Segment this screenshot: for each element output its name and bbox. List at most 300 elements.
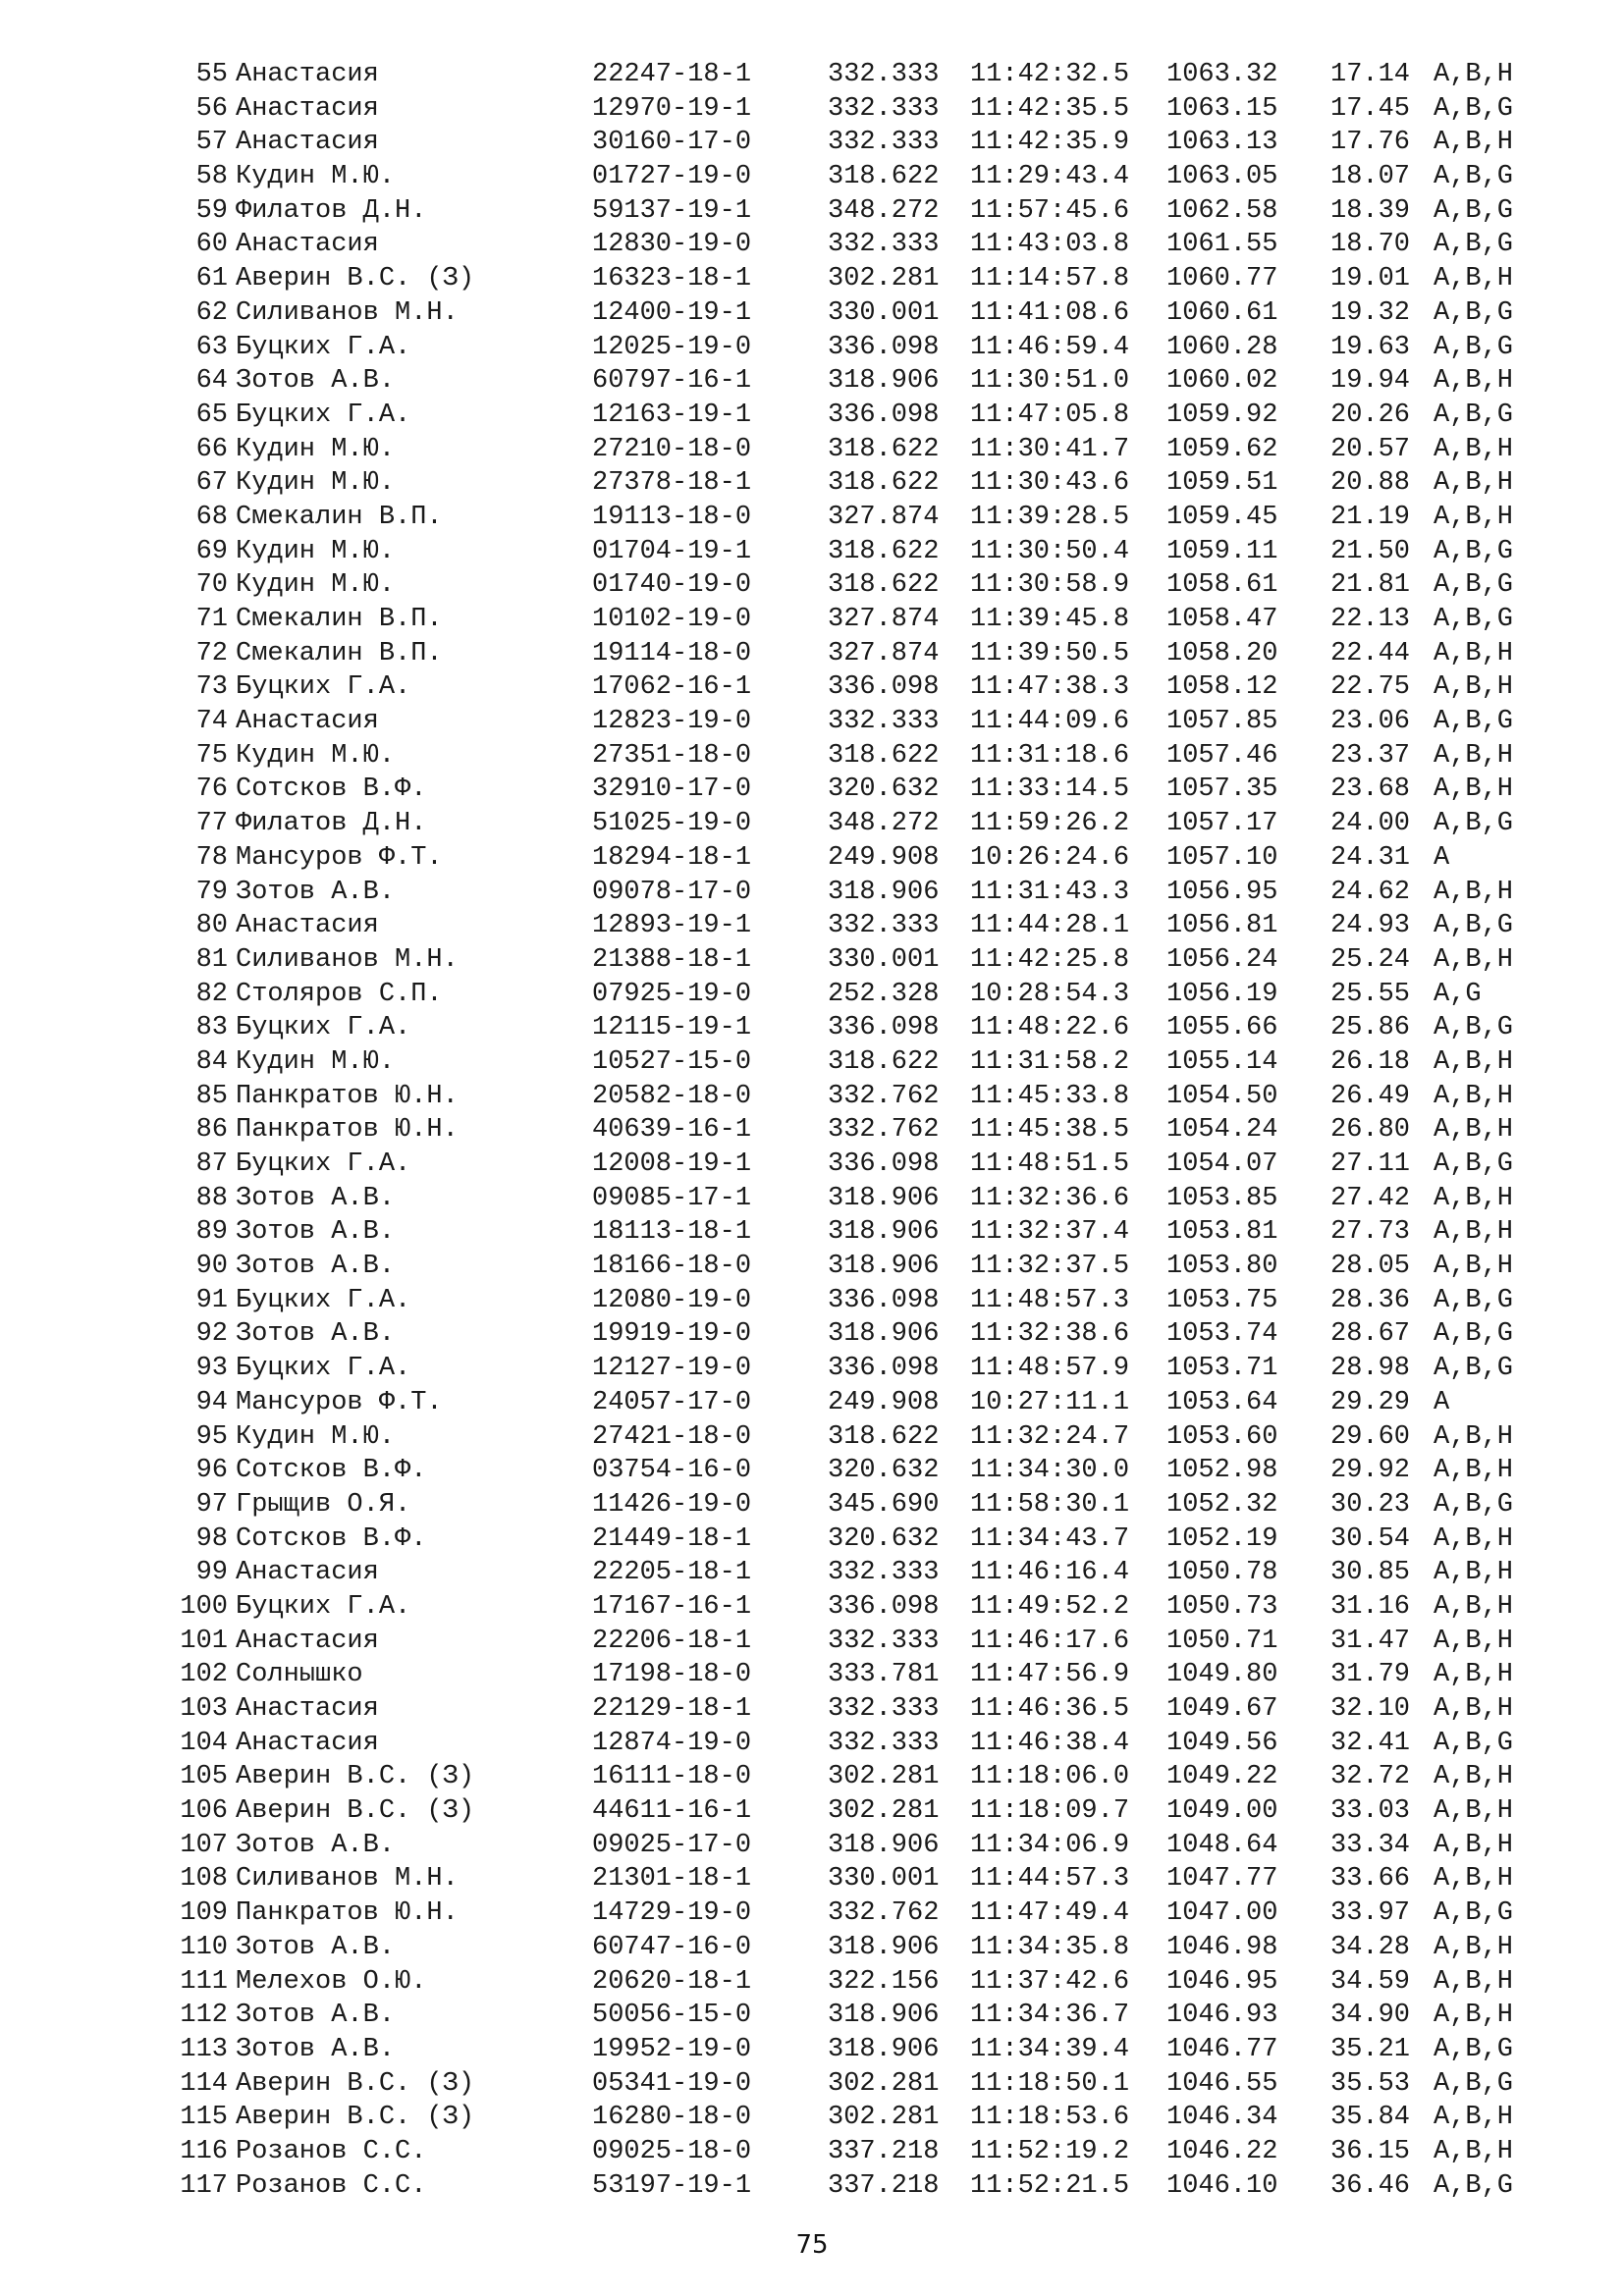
place-cell: 95 bbox=[195, 1421, 228, 1452]
fancier-name-cell: Анастасия bbox=[236, 60, 379, 89]
fancier-name-cell: Кудин М.Ю. bbox=[236, 740, 396, 771]
points-cell: 27.42 bbox=[1330, 1183, 1411, 1213]
groups-cell: A,B,H bbox=[1434, 1456, 1514, 1486]
place-cell: 87 bbox=[195, 1149, 228, 1179]
distance-cell: 332.333 bbox=[828, 1694, 940, 1724]
points-cell: 33.34 bbox=[1330, 1830, 1411, 1860]
table-row bbox=[157, 1011, 1527, 1045]
table-row bbox=[157, 126, 1527, 160]
table-row bbox=[157, 331, 1527, 365]
arrival-time-cell: 11:34:35.8 bbox=[970, 1932, 1130, 1962]
arrival-time-cell: 11:32:36.6 bbox=[970, 1183, 1130, 1213]
speed-cell: 1063.05 bbox=[1166, 162, 1278, 192]
place-cell: 97 bbox=[195, 1489, 228, 1520]
points-cell: 17.45 bbox=[1330, 93, 1411, 124]
place-cell: 67 bbox=[195, 468, 228, 499]
points-cell: 20.57 bbox=[1330, 434, 1411, 464]
groups-cell: A,B,H bbox=[1434, 60, 1514, 89]
groups-cell: A,B,G bbox=[1434, 1728, 1514, 1758]
speed-cell: 1060.61 bbox=[1166, 297, 1278, 328]
table-row bbox=[157, 1215, 1527, 1250]
distance-cell: 318.906 bbox=[828, 1319, 940, 1350]
ring-number-cell: 09078-17-0 bbox=[592, 877, 752, 907]
groups-cell: A,B,H bbox=[1434, 672, 1514, 703]
distance-cell: 318.906 bbox=[828, 1183, 940, 1213]
fancier-name-cell: Аверин В.С. (З) bbox=[236, 2068, 475, 2099]
table-row bbox=[157, 1692, 1527, 1727]
arrival-time-cell: 11:31:43.3 bbox=[970, 877, 1130, 907]
ring-number-cell: 14729-19-0 bbox=[592, 1898, 752, 1929]
table-row bbox=[157, 433, 1527, 467]
ring-number-cell: 30160-17-0 bbox=[592, 128, 752, 158]
fancier-name-cell: Анастасия bbox=[236, 93, 379, 124]
speed-cell: 1049.22 bbox=[1166, 1762, 1278, 1792]
fancier-name-cell: Кудин М.Ю. bbox=[236, 162, 396, 192]
distance-cell: 318.622 bbox=[828, 162, 940, 192]
groups-cell: A,B,G bbox=[1434, 536, 1514, 566]
table-row bbox=[157, 364, 1527, 399]
table-row bbox=[157, 262, 1527, 296]
place-cell: 72 bbox=[195, 638, 228, 668]
groups-cell: A,B,G bbox=[1434, 2034, 1514, 2064]
arrival-time-cell: 11:49:52.2 bbox=[970, 1591, 1130, 1622]
speed-cell: 1053.75 bbox=[1166, 1285, 1278, 1315]
groups-cell: A,B,H bbox=[1434, 1864, 1514, 1895]
fancier-name-cell: Анастасия bbox=[236, 707, 379, 737]
fancier-name-cell: Филатов Д.Н. bbox=[236, 809, 427, 839]
table-row bbox=[157, 1386, 1527, 1420]
fancier-name-cell: Анастасия bbox=[236, 1558, 379, 1588]
points-cell: 36.15 bbox=[1330, 2136, 1411, 2166]
ring-number-cell: 59137-19-1 bbox=[592, 195, 752, 226]
points-cell: 24.62 bbox=[1330, 877, 1411, 907]
points-cell: 20.88 bbox=[1330, 468, 1411, 499]
groups-cell: A,B,H bbox=[1434, 1796, 1514, 1827]
groups-cell: A,B,H bbox=[1434, 944, 1514, 975]
groups-cell: A bbox=[1434, 1387, 1450, 1417]
arrival-time-cell: 11:57:45.6 bbox=[970, 195, 1130, 226]
ring-number-cell: 20620-18-1 bbox=[592, 1966, 752, 1997]
place-cell: 64 bbox=[195, 366, 228, 397]
place-cell: 81 bbox=[195, 944, 228, 975]
points-cell: 19.01 bbox=[1330, 264, 1411, 294]
fancier-name-cell: Аверин В.С. (З) bbox=[236, 1796, 475, 1827]
arrival-time-cell: 10:28:54.3 bbox=[970, 979, 1130, 1009]
fancier-name-cell: Столяров С.П. bbox=[236, 979, 443, 1009]
table-row bbox=[157, 2033, 1527, 2067]
groups-cell: A,B,H bbox=[1434, 1932, 1514, 1962]
ring-number-cell: 18294-18-1 bbox=[592, 842, 752, 873]
distance-cell: 332.762 bbox=[828, 1115, 940, 1146]
points-cell: 30.23 bbox=[1330, 1489, 1411, 1520]
ring-number-cell: 19919-19-0 bbox=[592, 1319, 752, 1350]
groups-cell: A,B,H bbox=[1434, 877, 1514, 907]
speed-cell: 1056.19 bbox=[1166, 979, 1278, 1009]
points-cell: 31.16 bbox=[1330, 1591, 1411, 1622]
ring-number-cell: 22129-18-1 bbox=[592, 1694, 752, 1724]
groups-cell: A,B,H bbox=[1434, 1626, 1514, 1656]
distance-cell: 318.906 bbox=[828, 2034, 940, 2064]
arrival-time-cell: 11:46:59.4 bbox=[970, 332, 1130, 362]
arrival-time-cell: 11:34:36.7 bbox=[970, 2001, 1130, 2031]
arrival-time-cell: 11:37:42.6 bbox=[970, 1966, 1130, 1997]
ring-number-cell: 12127-19-0 bbox=[592, 1354, 752, 1384]
groups-cell: A,B,H bbox=[1434, 128, 1514, 158]
arrival-time-cell: 11:34:43.7 bbox=[970, 1523, 1130, 1554]
groups-cell: A bbox=[1434, 842, 1450, 873]
ring-number-cell: 03754-16-0 bbox=[592, 1456, 752, 1486]
groups-cell: A,B,G bbox=[1434, 1489, 1514, 1520]
table-row bbox=[157, 296, 1527, 331]
distance-cell: 337.218 bbox=[828, 2170, 940, 2201]
arrival-time-cell: 11:34:30.0 bbox=[970, 1456, 1130, 1486]
place-cell: 100 bbox=[180, 1591, 228, 1622]
ring-number-cell: 22247-18-1 bbox=[592, 60, 752, 89]
arrival-time-cell: 11:47:38.3 bbox=[970, 672, 1130, 703]
points-cell: 31.47 bbox=[1330, 1626, 1411, 1656]
fancier-name-cell: Панкратов Ю.Н. bbox=[236, 1081, 459, 1111]
ring-number-cell: 16280-18-0 bbox=[592, 2103, 752, 2133]
place-cell: 84 bbox=[195, 1046, 228, 1077]
place-cell: 110 bbox=[180, 1932, 228, 1962]
place-cell: 99 bbox=[195, 1558, 228, 1588]
distance-cell: 318.622 bbox=[828, 1421, 940, 1452]
speed-cell: 1058.20 bbox=[1166, 638, 1278, 668]
fancier-name-cell: Кудин М.Ю. bbox=[236, 434, 396, 464]
arrival-time-cell: 11:31:58.2 bbox=[970, 1046, 1130, 1077]
speed-cell: 1053.85 bbox=[1166, 1183, 1278, 1213]
table-row bbox=[157, 466, 1527, 501]
table-row bbox=[157, 501, 1527, 535]
speed-cell: 1060.77 bbox=[1166, 264, 1278, 294]
table-row bbox=[157, 568, 1527, 603]
table-row bbox=[157, 1965, 1527, 2000]
table-row bbox=[157, 1931, 1527, 1965]
results-table bbox=[157, 58, 1527, 2203]
points-cell: 18.07 bbox=[1330, 162, 1411, 192]
ring-number-cell: 09025-17-0 bbox=[592, 1830, 752, 1860]
arrival-time-cell: 11:59:26.2 bbox=[970, 809, 1130, 839]
points-cell: 32.41 bbox=[1330, 1728, 1411, 1758]
speed-cell: 1047.00 bbox=[1166, 1898, 1278, 1929]
place-cell: 66 bbox=[195, 434, 228, 464]
distance-cell: 348.272 bbox=[828, 809, 940, 839]
fancier-name-cell: Филатов Д.Н. bbox=[236, 195, 427, 226]
table-row bbox=[157, 1284, 1527, 1318]
ring-number-cell: 60747-16-0 bbox=[592, 1932, 752, 1962]
groups-cell: A,B,H bbox=[1434, 1217, 1514, 1248]
place-cell: 96 bbox=[195, 1456, 228, 1486]
table-row bbox=[157, 1760, 1527, 1794]
distance-cell: 249.908 bbox=[828, 842, 940, 873]
ring-number-cell: 21301-18-1 bbox=[592, 1864, 752, 1895]
arrival-time-cell: 11:42:25.8 bbox=[970, 944, 1130, 975]
place-cell: 75 bbox=[195, 740, 228, 771]
fancier-name-cell: Буцких Г.А. bbox=[236, 1013, 411, 1043]
groups-cell: A,B,G bbox=[1434, 1013, 1514, 1043]
place-cell: 90 bbox=[195, 1252, 228, 1282]
points-cell: 20.26 bbox=[1330, 400, 1411, 430]
arrival-time-cell: 11:48:57.3 bbox=[970, 1285, 1130, 1315]
fancier-name-cell: Смекалин В.П. bbox=[236, 605, 443, 634]
fancier-name-cell: Сотсков В.Ф. bbox=[236, 1456, 427, 1486]
distance-cell: 333.781 bbox=[828, 1660, 940, 1690]
arrival-time-cell: 11:42:35.5 bbox=[970, 93, 1130, 124]
speed-cell: 1062.58 bbox=[1166, 195, 1278, 226]
points-cell: 18.39 bbox=[1330, 195, 1411, 226]
distance-cell: 318.622 bbox=[828, 740, 940, 771]
points-cell: 29.60 bbox=[1330, 1421, 1411, 1452]
ring-number-cell: 60797-16-1 bbox=[592, 366, 752, 397]
fancier-name-cell: Буцких Г.А. bbox=[236, 400, 411, 430]
groups-cell: A,B,G bbox=[1434, 2170, 1514, 2201]
arrival-time-cell: 11:52:21.5 bbox=[970, 2170, 1130, 2201]
arrival-time-cell: 11:30:58.9 bbox=[970, 570, 1130, 601]
groups-cell: A,B,G bbox=[1434, 707, 1514, 737]
fancier-name-cell: Анастасия bbox=[236, 1626, 379, 1656]
speed-cell: 1057.46 bbox=[1166, 740, 1278, 771]
fancier-name-cell: Зотов А.В. bbox=[236, 1217, 396, 1248]
ring-number-cell: 09085-17-1 bbox=[592, 1183, 752, 1213]
groups-cell: A,B,H bbox=[1434, 1421, 1514, 1452]
place-cell: 108 bbox=[180, 1864, 228, 1895]
speed-cell: 1056.95 bbox=[1166, 877, 1278, 907]
points-cell: 33.66 bbox=[1330, 1864, 1411, 1895]
distance-cell: 327.874 bbox=[828, 638, 940, 668]
arrival-time-cell: 11:52:19.2 bbox=[970, 2136, 1130, 2166]
ring-number-cell: 01740-19-0 bbox=[592, 570, 752, 601]
speed-cell: 1046.22 bbox=[1166, 2136, 1278, 2166]
speed-cell: 1059.45 bbox=[1166, 502, 1278, 532]
fancier-name-cell: Буцких Г.А. bbox=[236, 1354, 411, 1384]
table-row bbox=[157, 1556, 1527, 1590]
table-row bbox=[157, 92, 1527, 127]
distance-cell: 318.622 bbox=[828, 434, 940, 464]
arrival-time-cell: 11:30:51.0 bbox=[970, 366, 1130, 397]
groups-cell: A,B,G bbox=[1434, 911, 1514, 941]
ring-number-cell: 12830-19-0 bbox=[592, 230, 752, 260]
groups-cell: A,G bbox=[1434, 979, 1482, 1009]
groups-cell: A,B,H bbox=[1434, 774, 1514, 805]
distance-cell: 318.906 bbox=[828, 877, 940, 907]
place-cell: 61 bbox=[195, 264, 228, 294]
speed-cell: 1059.51 bbox=[1166, 468, 1278, 499]
arrival-time-cell: 11:30:43.6 bbox=[970, 468, 1130, 499]
ring-number-cell: 12163-19-1 bbox=[592, 400, 752, 430]
table-row bbox=[157, 1862, 1527, 1896]
points-cell: 25.55 bbox=[1330, 979, 1411, 1009]
place-cell: 76 bbox=[195, 774, 228, 805]
distance-cell: 332.333 bbox=[828, 1626, 940, 1656]
points-cell: 24.93 bbox=[1330, 911, 1411, 941]
ring-number-cell: 21449-18-1 bbox=[592, 1523, 752, 1554]
ring-number-cell: 19113-18-0 bbox=[592, 502, 752, 532]
fancier-name-cell: Анастасия bbox=[236, 1694, 379, 1724]
speed-cell: 1063.13 bbox=[1166, 128, 1278, 158]
arrival-time-cell: 11:32:37.4 bbox=[970, 1217, 1130, 1248]
arrival-time-cell: 11:33:14.5 bbox=[970, 774, 1130, 805]
place-cell: 116 bbox=[180, 2136, 228, 2166]
points-cell: 31.79 bbox=[1330, 1660, 1411, 1690]
ring-number-cell: 01727-19-0 bbox=[592, 162, 752, 192]
table-row bbox=[157, 58, 1527, 92]
speed-cell: 1046.93 bbox=[1166, 2001, 1278, 2031]
points-cell: 17.14 bbox=[1330, 60, 1411, 89]
distance-cell: 320.632 bbox=[828, 1523, 940, 1554]
groups-cell: A,B,H bbox=[1434, 468, 1514, 499]
place-cell: 105 bbox=[180, 1762, 228, 1792]
place-cell: 59 bbox=[195, 195, 228, 226]
speed-cell: 1055.14 bbox=[1166, 1046, 1278, 1077]
table-row bbox=[157, 1420, 1527, 1455]
place-cell: 77 bbox=[195, 809, 228, 839]
distance-cell: 332.333 bbox=[828, 707, 940, 737]
arrival-time-cell: 11:42:32.5 bbox=[970, 60, 1130, 89]
table-row bbox=[157, 876, 1527, 910]
groups-cell: A,B,G bbox=[1434, 605, 1514, 634]
fancier-name-cell: Розанов С.С. bbox=[236, 2136, 427, 2166]
groups-cell: A,B,H bbox=[1434, 2136, 1514, 2166]
distance-cell: 332.333 bbox=[828, 911, 940, 941]
table-row bbox=[157, 1829, 1527, 1863]
ring-number-cell: 17167-16-1 bbox=[592, 1591, 752, 1622]
points-cell: 25.24 bbox=[1330, 944, 1411, 975]
points-cell: 27.11 bbox=[1330, 1149, 1411, 1179]
table-row bbox=[157, 1113, 1527, 1148]
distance-cell: 252.328 bbox=[828, 979, 940, 1009]
speed-cell: 1052.19 bbox=[1166, 1523, 1278, 1554]
points-cell: 19.32 bbox=[1330, 297, 1411, 328]
place-cell: 68 bbox=[195, 502, 228, 532]
arrival-time-cell: 11:47:56.9 bbox=[970, 1660, 1130, 1690]
groups-cell: A,B,H bbox=[1434, 1762, 1514, 1792]
ring-number-cell: 16323-18-1 bbox=[592, 264, 752, 294]
speed-cell: 1063.15 bbox=[1166, 93, 1278, 124]
fancier-name-cell: Кудин М.Ю. bbox=[236, 468, 396, 499]
distance-cell: 336.098 bbox=[828, 400, 940, 430]
place-cell: 103 bbox=[180, 1694, 228, 1724]
speed-cell: 1049.67 bbox=[1166, 1694, 1278, 1724]
distance-cell: 318.906 bbox=[828, 2001, 940, 2031]
points-cell: 34.59 bbox=[1330, 1966, 1411, 1997]
ring-number-cell: 12025-19-0 bbox=[592, 332, 752, 362]
place-cell: 92 bbox=[195, 1319, 228, 1350]
arrival-time-cell: 11:46:36.5 bbox=[970, 1694, 1130, 1724]
speed-cell: 1053.80 bbox=[1166, 1252, 1278, 1282]
arrival-time-cell: 10:27:11.1 bbox=[970, 1387, 1130, 1417]
place-cell: 109 bbox=[180, 1898, 228, 1929]
groups-cell: A,B,G bbox=[1434, 332, 1514, 362]
distance-cell: 302.281 bbox=[828, 2103, 940, 2133]
distance-cell: 336.098 bbox=[828, 672, 940, 703]
arrival-time-cell: 11:48:51.5 bbox=[970, 1149, 1130, 1179]
ring-number-cell: 12080-19-0 bbox=[592, 1285, 752, 1315]
groups-cell: A,B,H bbox=[1434, 264, 1514, 294]
table-row bbox=[157, 1182, 1527, 1216]
speed-cell: 1049.00 bbox=[1166, 1796, 1278, 1827]
distance-cell: 330.001 bbox=[828, 1864, 940, 1895]
groups-cell: A,B,G bbox=[1434, 570, 1514, 601]
speed-cell: 1058.12 bbox=[1166, 672, 1278, 703]
page-number: 75 bbox=[795, 2230, 829, 2260]
speed-cell: 1060.28 bbox=[1166, 332, 1278, 362]
groups-cell: A,B,H bbox=[1434, 1694, 1514, 1724]
table-row bbox=[157, 841, 1527, 876]
place-cell: 55 bbox=[195, 60, 228, 89]
ring-number-cell: 44611-16-1 bbox=[592, 1796, 752, 1827]
fancier-name-cell: Панкратов Ю.Н. bbox=[236, 1115, 459, 1146]
points-cell: 30.85 bbox=[1330, 1558, 1411, 1588]
fancier-name-cell: Смекалин В.П. bbox=[236, 502, 443, 532]
arrival-time-cell: 11:39:50.5 bbox=[970, 638, 1130, 668]
arrival-time-cell: 11:34:39.4 bbox=[970, 2034, 1130, 2064]
speed-cell: 1052.32 bbox=[1166, 1489, 1278, 1520]
distance-cell: 320.632 bbox=[828, 1456, 940, 1486]
place-cell: 102 bbox=[180, 1660, 228, 1690]
distance-cell: 318.906 bbox=[828, 1217, 940, 1248]
points-cell: 35.84 bbox=[1330, 2103, 1411, 2133]
groups-cell: A,B,H bbox=[1434, 1183, 1514, 1213]
distance-cell: 318.622 bbox=[828, 570, 940, 601]
ring-number-cell: 27421-18-0 bbox=[592, 1421, 752, 1452]
arrival-time-cell: 11:44:09.6 bbox=[970, 707, 1130, 737]
speed-cell: 1046.34 bbox=[1166, 2103, 1278, 2133]
arrival-time-cell: 11:58:30.1 bbox=[970, 1489, 1130, 1520]
points-cell: 28.98 bbox=[1330, 1354, 1411, 1384]
groups-cell: A,B,H bbox=[1434, 1523, 1514, 1554]
fancier-name-cell: Кудин М.Ю. bbox=[236, 1046, 396, 1077]
groups-cell: A,B,H bbox=[1434, 1558, 1514, 1588]
speed-cell: 1055.66 bbox=[1166, 1013, 1278, 1043]
place-cell: 106 bbox=[180, 1796, 228, 1827]
distance-cell: 348.272 bbox=[828, 195, 940, 226]
points-cell: 21.81 bbox=[1330, 570, 1411, 601]
ring-number-cell: 16111-18-0 bbox=[592, 1762, 752, 1792]
place-cell: 111 bbox=[180, 1966, 228, 1997]
groups-cell: A,B,H bbox=[1434, 1660, 1514, 1690]
speed-cell: 1061.55 bbox=[1166, 230, 1278, 260]
fancier-name-cell: Анастасия bbox=[236, 911, 379, 941]
speed-cell: 1047.77 bbox=[1166, 1864, 1278, 1895]
groups-cell: A,B,G bbox=[1434, 93, 1514, 124]
fancier-name-cell: Смекалин В.П. bbox=[236, 638, 443, 668]
speed-cell: 1046.55 bbox=[1166, 2068, 1278, 2099]
groups-cell: A,B,G bbox=[1434, 1149, 1514, 1179]
arrival-time-cell: 11:44:57.3 bbox=[970, 1864, 1130, 1895]
ring-number-cell: 19114-18-0 bbox=[592, 638, 752, 668]
ring-number-cell: 40639-16-1 bbox=[592, 1115, 752, 1146]
groups-cell: A,B,G bbox=[1434, 1319, 1514, 1350]
speed-cell: 1057.10 bbox=[1166, 842, 1278, 873]
table-row bbox=[157, 705, 1527, 739]
points-cell: 28.67 bbox=[1330, 1319, 1411, 1350]
speed-cell: 1046.10 bbox=[1166, 2170, 1278, 2201]
groups-cell: A,B,G bbox=[1434, 297, 1514, 328]
ring-number-cell: 32910-17-0 bbox=[592, 774, 752, 805]
place-cell: 91 bbox=[195, 1285, 228, 1315]
ring-number-cell: 27378-18-1 bbox=[592, 468, 752, 499]
distance-cell: 336.098 bbox=[828, 332, 940, 362]
distance-cell: 318.622 bbox=[828, 1046, 940, 1077]
table-row bbox=[157, 1080, 1527, 1114]
table-row bbox=[157, 1250, 1527, 1284]
distance-cell: 318.906 bbox=[828, 366, 940, 397]
table-row bbox=[157, 1148, 1527, 1182]
place-cell: 89 bbox=[195, 1217, 228, 1248]
points-cell: 33.03 bbox=[1330, 1796, 1411, 1827]
arrival-time-cell: 11:43:03.8 bbox=[970, 230, 1130, 260]
arrival-time-cell: 11:30:50.4 bbox=[970, 536, 1130, 566]
